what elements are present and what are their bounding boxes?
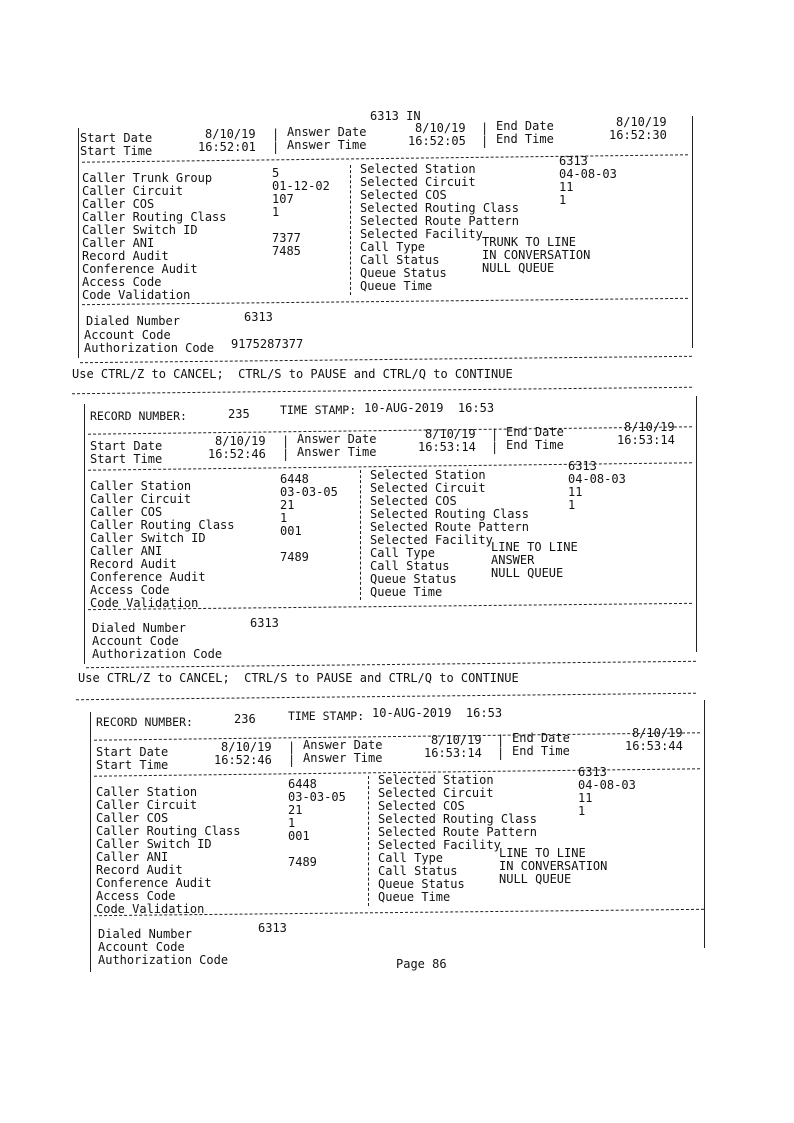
dialed-number-label: Dialed Number bbox=[86, 314, 180, 328]
start-time-label: Start Time bbox=[90, 452, 163, 466]
time-stamp-value: 10-AUG-2019 16:53 bbox=[364, 401, 495, 415]
answer-date-label: Answer Date bbox=[287, 125, 367, 139]
dialed-number-label: Dialed Number bbox=[98, 927, 192, 941]
end-date-value: 8/10/19 bbox=[632, 726, 683, 740]
answer-date-value: 8/10/19 bbox=[431, 733, 482, 747]
answer-time-label: Answer Time bbox=[303, 751, 383, 765]
start-date-label: Start Date bbox=[90, 439, 163, 453]
start-date-label: Start Date bbox=[80, 131, 153, 145]
column-divider bbox=[368, 776, 369, 906]
answer-time-label: Answer Time bbox=[297, 445, 377, 459]
left-border bbox=[84, 404, 85, 664]
dialed-number-label: Dialed Number bbox=[92, 621, 186, 635]
answer-time-value: 16:52:05 bbox=[408, 134, 466, 148]
record-number-label: RECORD NUMBER: bbox=[90, 409, 187, 423]
account-code-label: Account Code bbox=[98, 940, 185, 954]
dialed-number-value: 6313 bbox=[258, 921, 287, 935]
record-number-value: 235 bbox=[228, 407, 250, 421]
divider bbox=[76, 693, 696, 700]
right-border bbox=[704, 700, 705, 948]
start-time-value: 16:52:46 bbox=[214, 753, 272, 767]
right-border bbox=[696, 396, 697, 652]
divider bbox=[88, 426, 692, 434]
answer-date-label: Answer Date bbox=[297, 432, 377, 446]
record-header: 6313 IN bbox=[370, 109, 421, 123]
start-time-value: 16:52:46 bbox=[208, 447, 266, 461]
control-prompt: Use CTRL/Z to CANCEL; CTRL/S to PAUSE and CTRL/Q to CONTINUE bbox=[72, 367, 513, 381]
page-number: Page 86 bbox=[396, 957, 447, 971]
column-divider bbox=[360, 470, 361, 600]
answer-time-value: 16:53:14 bbox=[418, 440, 476, 454]
divider bbox=[80, 356, 692, 363]
answer-time-value: 16:53:14 bbox=[424, 746, 482, 760]
left-border bbox=[78, 128, 79, 358]
end-date-value: 8/10/19 bbox=[616, 115, 667, 129]
answer-time-label: Answer Time bbox=[287, 138, 367, 152]
dialed-number-value: 6313 bbox=[244, 310, 273, 324]
start-date-value: 8/10/19 bbox=[215, 434, 266, 448]
record-number-value: 236 bbox=[234, 712, 256, 726]
column-divider bbox=[350, 165, 351, 295]
start-time-label: Start Time bbox=[80, 144, 153, 158]
end-time-label: End Time bbox=[496, 132, 554, 146]
end-time-label: End Time bbox=[512, 744, 570, 758]
end-date-value: 8/10/19 bbox=[624, 420, 675, 434]
end-date-label: End Date bbox=[496, 119, 554, 133]
time-stamp-label: TIME STAMP: bbox=[288, 709, 365, 723]
authorization-code-label: Authorization Code bbox=[84, 341, 215, 355]
end-date-label: End Date bbox=[512, 731, 570, 745]
time-stamp-value: 10-AUG-2019 16:53 bbox=[372, 706, 503, 720]
authorization-code-label: Authorization Code bbox=[92, 647, 223, 661]
end-time-label: End Time bbox=[506, 438, 564, 452]
start-time-value: 16:52:01 bbox=[198, 140, 256, 154]
account-code-label: Account Code bbox=[84, 328, 171, 342]
divider bbox=[86, 661, 696, 668]
record-number-label: RECORD NUMBER: bbox=[96, 715, 193, 729]
right-border bbox=[692, 116, 693, 348]
authorization-code-label: Authorization Code bbox=[98, 953, 229, 967]
start-date-label: Start Date bbox=[96, 745, 169, 759]
divider bbox=[94, 732, 700, 740]
answer-date-value: 8/10/19 bbox=[415, 121, 466, 135]
start-date-value: 8/10/19 bbox=[221, 740, 272, 754]
left-border bbox=[90, 712, 91, 972]
end-date-label: End Date bbox=[506, 425, 564, 439]
end-time-value: 16:53:44 bbox=[625, 739, 683, 753]
account-code-label: Account Code bbox=[92, 634, 179, 648]
start-date-value: 8/10/19 bbox=[205, 127, 256, 141]
dialed-number-value: 6313 bbox=[250, 616, 279, 630]
control-prompt: Use CTRL/Z to CANCEL; CTRL/S to PAUSE and CTRL/Q to CONTINUE bbox=[78, 671, 519, 685]
answer-date-value: 8/10/19 bbox=[425, 427, 476, 441]
authorization-code-value: 9175287377 bbox=[231, 337, 304, 351]
start-time-label: Start Time bbox=[96, 758, 169, 772]
end-time-value: 16:53:14 bbox=[617, 433, 675, 447]
time-stamp-label: TIME STAMP: bbox=[280, 403, 357, 417]
divider bbox=[72, 387, 692, 394]
answer-date-label: Answer Date bbox=[303, 738, 383, 752]
end-time-value: 16:52:30 bbox=[609, 128, 667, 142]
